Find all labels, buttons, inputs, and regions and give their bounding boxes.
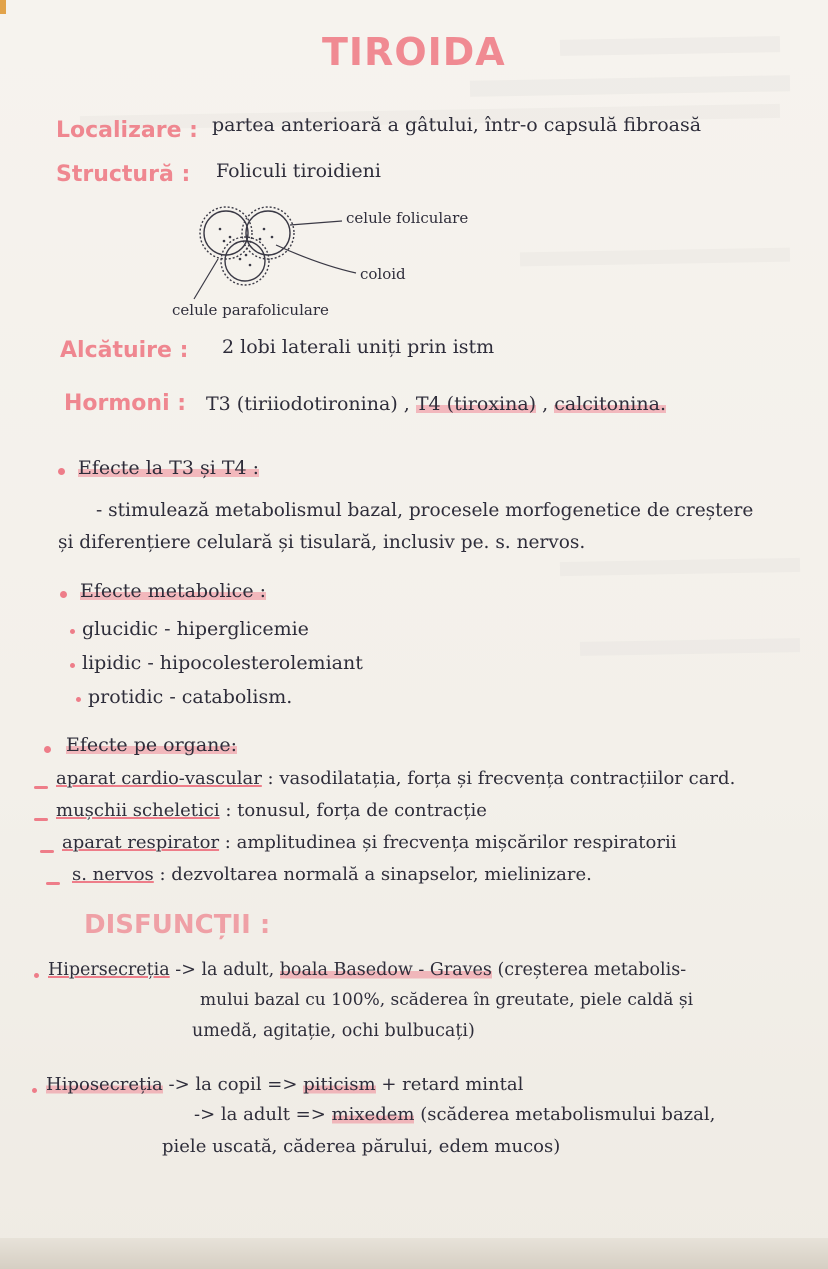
dash-bullet	[34, 818, 48, 821]
label-celule-foliculare: celule foliculare	[346, 209, 469, 227]
label-coloid: coloid	[360, 265, 406, 283]
organ-item	[56, 800, 487, 821]
efecte-organe-heading	[66, 734, 237, 756]
efecte-metabolice-heading	[80, 580, 266, 602]
hormone-sep: ,	[403, 393, 410, 415]
hiper-line1	[48, 960, 686, 980]
hiper-line3: umedă, agitație, ochi bulbucați)	[192, 1021, 475, 1041]
efecte-metabolice-heading-text: Efecte metabolice :	[80, 580, 267, 602]
bullet-dot	[70, 663, 75, 668]
hormone-t4: T4 (tiroxina)	[415, 393, 537, 415]
page-title: TIROIDA	[322, 30, 506, 74]
organ-name: aparat cardio-vascular	[56, 768, 262, 789]
hipo-line1	[46, 1074, 523, 1095]
hiper-rest: (creșterea metabolis-	[497, 960, 687, 980]
efecte-t3-t4-line2: și diferențiere celulară și tisulară, inclusiv pe. s. nervos.	[58, 532, 586, 553]
bleed-through	[560, 558, 800, 576]
alcatuire-text: 2 lobi laterali uniți prin istm	[222, 336, 495, 358]
bullet-dot	[44, 746, 51, 753]
hormone-t3: T3 (tiriiodotironina)	[206, 393, 398, 415]
alcatuire-label: Alcătuire :	[60, 338, 189, 363]
organ-effect: : vasodilatația, forța și frecvența contracțiilor card.	[267, 768, 736, 789]
efecte-t3-t4-heading-text: Efecte la T3 și T4 :	[78, 457, 260, 479]
arrow: ->	[168, 1074, 190, 1095]
organ-item	[56, 768, 735, 789]
organ-effect: : tonusul, forța de contracție	[225, 800, 487, 821]
corner-mark	[0, 0, 6, 14]
hiper-pre: la adult,	[201, 960, 275, 980]
organ-name: aparat respirator	[62, 832, 220, 853]
bullet-dot	[60, 591, 67, 598]
localizare-text: partea anterioară a gâtului, într-o capsulă fibroasă	[212, 114, 702, 136]
hiper-line2: mului bazal cu 100%, scăderea în greutate, piele caldă și	[200, 990, 694, 1010]
dash-bullet	[46, 882, 60, 885]
hipo-line2	[194, 1104, 715, 1125]
localizare-label: Localizare :	[56, 118, 198, 143]
structura-label: Structură :	[56, 162, 191, 187]
arrow: ->	[194, 1104, 216, 1125]
organ-item	[72, 864, 592, 885]
dash-bullet	[34, 786, 48, 789]
hipersecretia-label: Hipersecreția	[48, 960, 170, 980]
bullet-dot	[34, 973, 39, 978]
hormoni-label: Hormoni :	[64, 391, 187, 416]
bullet-dot	[58, 468, 65, 475]
page-bottom-edge	[0, 1238, 828, 1269]
bleed-through	[580, 638, 800, 656]
efecte-organe-heading-text: Efecte pe organe:	[66, 734, 238, 756]
metabolic-item: glucidic - hiperglicemie	[82, 618, 309, 640]
bullet-dot	[32, 1088, 37, 1093]
bleed-through	[560, 36, 780, 56]
bullet-dot	[76, 697, 81, 702]
bullet-dot	[70, 629, 75, 634]
hiposecretia-label: Hiposecreția	[46, 1074, 163, 1095]
organ-name: mușchii scheletici	[56, 800, 220, 821]
hormone-calcitonina: calcitonina.	[554, 393, 666, 415]
dash-bullet	[40, 850, 54, 853]
hipo-child-disease: piticism	[303, 1074, 376, 1095]
organ-effect: : amplitudinea și frecvența mișcărilor respiratorii	[224, 832, 677, 853]
hormoni-list	[206, 393, 666, 415]
hormone-sep: ,	[542, 393, 549, 415]
hiper-disease: boala Basedow - Graves	[279, 960, 492, 980]
hipo-child-rest: + retard mintal	[381, 1074, 524, 1095]
efecte-t3-t4-line1: - stimulează metabolismul bazal, procesele morfogenetice de creștere	[96, 500, 754, 521]
metabolic-item: protidic - catabolism.	[88, 686, 293, 708]
organ-item	[62, 832, 677, 853]
metabolic-item: lipidic - hipocolesterolemiant	[82, 652, 363, 674]
label-celule-parafoliculare: celule parafoliculare	[172, 301, 329, 319]
hipo-adult-disease: mixedem	[331, 1104, 415, 1125]
follicle-diagram	[160, 195, 500, 325]
hipo-adult-pre: la adult =>	[220, 1104, 326, 1125]
hipo-adult-rest: (scăderea metabolismului bazal,	[420, 1104, 716, 1125]
organ-name: s. nervos	[72, 864, 154, 885]
bleed-through	[520, 248, 790, 267]
structura-text: Foliculi tiroidieni	[216, 160, 381, 182]
bleed-through	[470, 75, 790, 97]
hipo-child-pre: la copil =>	[195, 1074, 298, 1095]
hipo-line3: piele uscată, căderea părului, edem mucos)	[162, 1136, 561, 1157]
organ-effect: : dezvoltarea normală a sinapselor, mielinizare.	[159, 864, 592, 885]
arrow: ->	[175, 960, 196, 980]
disfunctii-heading: DISFUNCȚII :	[84, 910, 271, 940]
efecte-t3-t4-heading	[78, 457, 259, 479]
